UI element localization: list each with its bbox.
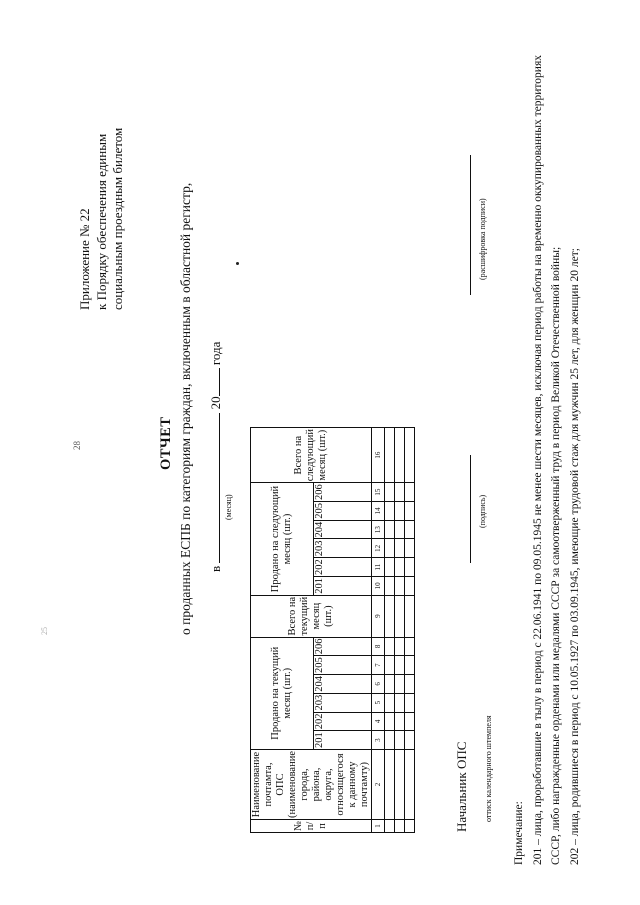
appendix-line-1: Приложение № 22 [77,208,92,310]
month-blank [207,413,220,563]
signature-line [470,455,471,563]
note-201: 201 – лица, проработавшие в тылу в период с 22.06.1941 по 09.05.1945 не менее шести месяцев, исключая период работы на временно оккупированных территориях СССР, либо награжденные орденами или медалями СССР за самоотверженный труд в период Великой Отечественной войны; [531,55,562,865]
year-blank [207,368,220,396]
th-next-203: 203 [314,539,372,558]
th-cur-202: 202 [314,712,372,731]
report-subtitle: о проданных ЕСПБ по категориям граждан, включенным в областной регистр, [178,182,193,635]
colnum-3: 3 [372,731,385,750]
th-total-next: Всего на следующий месяц (шт.) [251,428,372,483]
colnum-13: 13 [372,520,385,539]
th-no: № п/п [251,819,372,832]
colnum-7: 7 [372,656,385,675]
report-title: ОТЧЕТ [158,416,174,470]
page-number: 28 [72,441,82,450]
table-row [405,428,415,833]
stamp-caption: оттиск календарного штемпеля [484,715,493,822]
colnum-15: 15 [372,483,385,502]
decoding-line [470,155,471,295]
colnum-5: 5 [372,693,385,712]
period-year-prefix: 20 [208,396,223,410]
head-of-office-label: Начальник ОПС [454,741,469,832]
th-cur-205: 205 [314,656,372,675]
period-prefix: в [208,565,223,572]
appendix-line-3: социальным проездным билетом [110,127,125,310]
report-table [250,427,415,833]
colnum-2: 2 [372,750,385,820]
th-group-next: Продано на следующий месяц (шт.) [251,483,314,596]
colnum-8: 8 [372,637,385,656]
th-next-205: 205 [314,502,372,521]
stray-mark: 25 [40,627,49,635]
table-row [395,428,405,833]
th-next-202: 202 [314,558,372,577]
th-cur-201: 201 [314,731,372,750]
colnum-11: 11 [372,558,385,577]
colnum-14: 14 [372,502,385,521]
report-period [207,341,233,572]
th-cur-206: 206 [314,637,372,656]
th-cur-204: 204 [314,675,372,694]
th-next-201: 201 [314,577,372,596]
report-table-wrapper [250,427,415,833]
appendix-line-2: к Порядку обеспечения единым [93,133,109,310]
note-202: 202 – лица, родившиеся в период с 10.05.1927 по 03.09.1945, имеющие трудовой стаж для мужчин 25 лет, для женщин 20 лет; [568,248,581,865]
th-name: Наименование почтамта, ОПС (наименование города, района, округа, относящегося к данному почтамту) [251,751,370,818]
colnum-12: 12 [372,539,385,558]
decoding-caption: (расшифровка подписи) [478,198,487,280]
colnum-16: 16 [372,428,385,483]
period-suffix: года [208,341,223,366]
th-group-current: Продано на текущий месяц (шт.) [251,637,314,750]
th-total-current: Всего на текущий месяц (шт.) [251,595,372,637]
month-caption: (месяц) [224,494,233,520]
signature-caption: (подпись) [478,494,487,528]
colnum-10: 10 [372,577,385,596]
colnum-9: 9 [372,595,385,637]
colnum-1: 1 [372,819,385,832]
column-number-row [372,428,385,833]
table-row [385,428,395,833]
notes-heading: Примечание: [513,801,525,865]
colnum-6: 6 [372,675,385,694]
th-cur-203: 203 [314,693,372,712]
appendix-header [77,128,127,310]
th-next-204: 204 [314,520,372,539]
scan-dot [236,262,239,265]
th-next-206: 206 [314,483,372,502]
notes-block [510,55,584,865]
colnum-4: 4 [372,712,385,731]
